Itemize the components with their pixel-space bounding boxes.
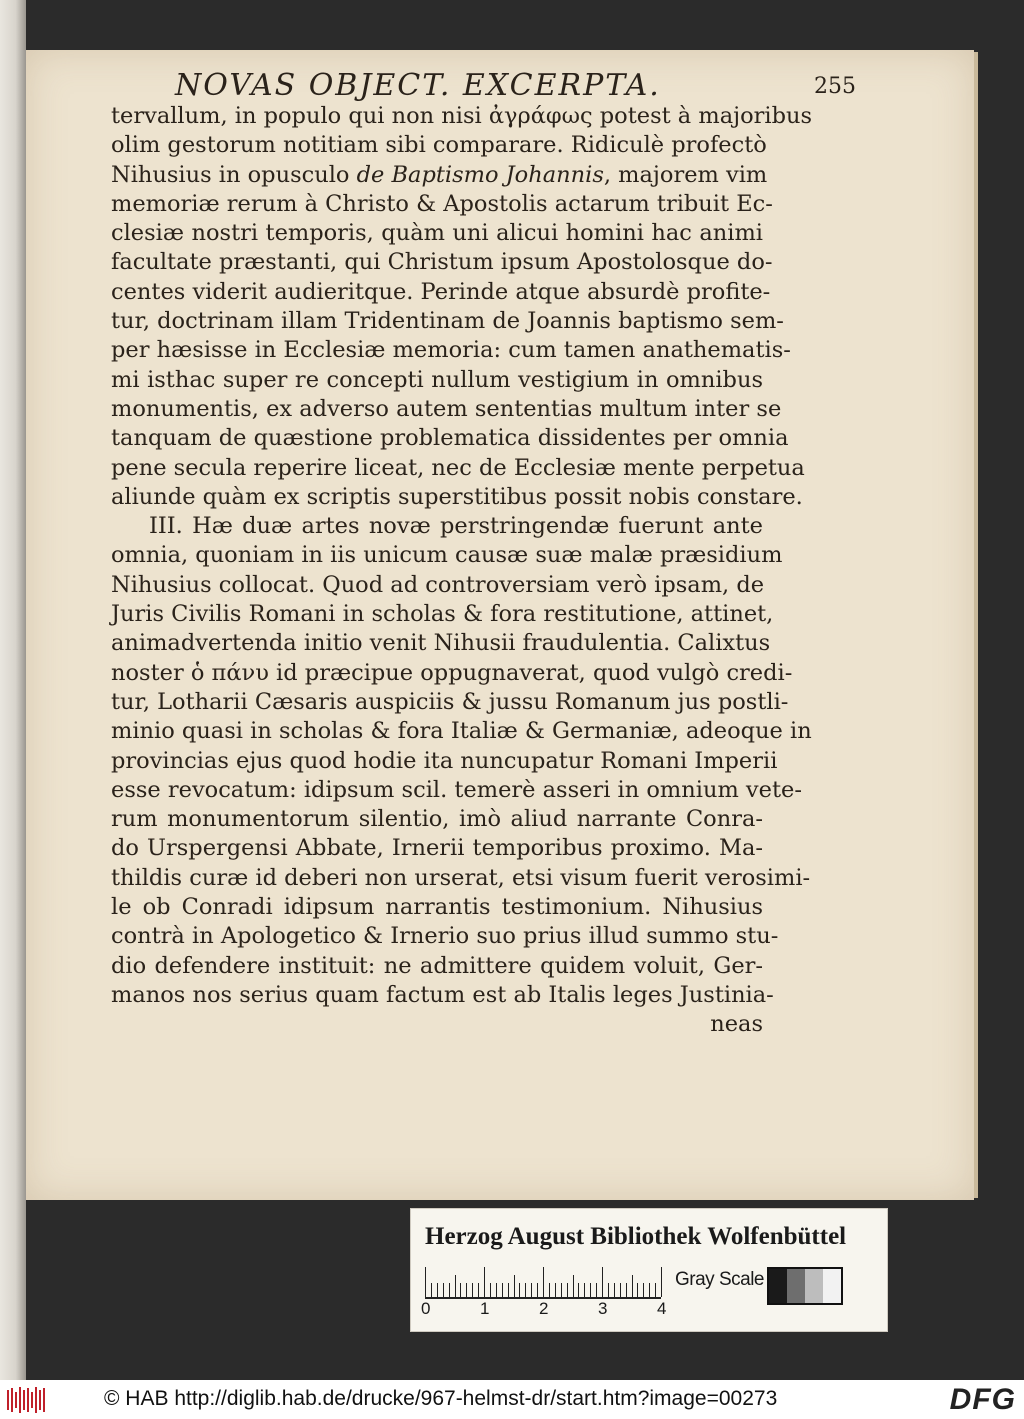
text-run: do Urspergensi Abbate, Irnerii temporibus proximo. Ma- <box>111 835 763 862</box>
text-run: esse revocatum: idipsum scil. temerè asseri in omnium vete- <box>111 776 802 803</box>
ruler-tick <box>549 1283 550 1297</box>
ruler-number: 4 <box>657 1299 667 1318</box>
text-run: manos nos serius quam factum est ab Italis leges Justinia- <box>111 981 774 1008</box>
ruler-tick <box>466 1283 467 1297</box>
text-line <box>111 629 771 658</box>
text-run: Nihusius collocat. Quod ad controversiam verò ipsam, de <box>111 571 765 598</box>
ruler-tick <box>431 1283 432 1297</box>
gray-scale-swatches <box>767 1267 843 1305</box>
text-run: omnia, quoniam in iis unicum causæ suæ malæ præsidium <box>111 542 783 569</box>
page-header <box>175 68 856 103</box>
catchword: neas <box>710 1011 763 1038</box>
text-run: olim gestorum notitiam sibi comparare. Ridiculè profectò <box>111 132 767 159</box>
page-edge <box>974 52 978 1198</box>
ruler-tick <box>608 1283 609 1297</box>
ruler-number: 2 <box>539 1299 549 1318</box>
text-line <box>111 483 803 512</box>
ruler-tick <box>620 1283 621 1297</box>
ruler-tick <box>578 1283 579 1297</box>
ruler-tick <box>614 1283 615 1297</box>
text-line <box>111 893 763 922</box>
ruler-tick <box>531 1283 532 1297</box>
text-line <box>111 805 763 834</box>
adjacent-page-edge <box>0 0 26 1380</box>
text-line <box>111 981 774 1010</box>
text-run: pene secula reperire liceat, nec de Ecclesiæ mente perpetua <box>111 454 805 481</box>
ruler-tick <box>460 1283 461 1297</box>
running-head: NOVAS OBJECT. EXCERPTA. <box>175 68 661 103</box>
text-run: mi isthac super re concepti nullum vestigium in omnibus <box>111 366 763 393</box>
gray-swatch <box>787 1269 805 1303</box>
text-run: animadvertenda initio venit Nihusii fraudulentia. Calixtus <box>111 630 771 657</box>
text-line <box>111 336 791 365</box>
text-run: tur, Lotharii Cæsaris auspiciis & jussu Romanum jus postli- <box>111 688 789 715</box>
library-name: Herzog August Bibliothek Wolfenbüttel <box>425 1223 847 1250</box>
text-run: centes viderit audieritque. Perinde atque absurdè profite- <box>111 278 771 305</box>
dfg-logo: DFG <box>949 1383 1016 1416</box>
ruler-tick <box>508 1283 509 1297</box>
text-run: tur, doctrinam illam Tridentinam de Joannis baptismo sem- <box>111 308 784 335</box>
text-line <box>111 278 771 307</box>
gray-swatch <box>823 1269 841 1303</box>
text-line <box>111 102 813 131</box>
ruler-tick <box>655 1283 656 1297</box>
text-line <box>111 248 773 277</box>
text-line <box>111 454 805 483</box>
text-line <box>111 395 782 424</box>
text-run: tanquam de quæstione problematica dissidentes per omnia <box>111 425 789 452</box>
ruler-tick <box>561 1283 562 1297</box>
italic-title: de Baptismo Johannis <box>356 161 604 188</box>
ruler-tick <box>649 1283 650 1297</box>
color-scale-card <box>410 1208 888 1332</box>
ruler-tick <box>632 1275 633 1297</box>
text-line <box>111 747 778 776</box>
text-line <box>111 717 812 746</box>
text-run: per hæsisse in Ecclesiæ memoria: cum tamen anathematis- <box>111 337 791 364</box>
ruler-tick <box>490 1283 491 1297</box>
text-line <box>111 776 802 805</box>
text-line <box>111 659 793 688</box>
ruler-tick <box>478 1283 479 1297</box>
ruler-tick <box>584 1283 585 1297</box>
gray-swatch <box>805 1269 823 1303</box>
ruler-tick <box>472 1283 473 1297</box>
text-line <box>111 922 779 951</box>
page-number: 255 <box>814 74 856 99</box>
text-run: aliunde quàm ex scriptis superstitibus possit nobis constare. <box>111 483 803 510</box>
ruler-tick <box>567 1283 568 1297</box>
ruler-tick <box>443 1283 444 1297</box>
ruler-tick <box>661 1267 662 1297</box>
ruler-tick <box>519 1283 520 1297</box>
text-line <box>111 512 763 541</box>
gray-swatch <box>769 1269 787 1303</box>
ruler-tick <box>455 1275 456 1297</box>
text-line <box>111 161 768 190</box>
text-run: contrà in Apologetico & Irnerio suo prius illud summo stu- <box>111 923 779 950</box>
text-line <box>111 190 773 219</box>
ruler-tick <box>437 1283 438 1297</box>
text-run: provincias ejus quod hodie ita nuncupatur Romani Imperii <box>111 747 778 774</box>
text-run: dio defendere instituit: ne admittere quidem voluit, Ger- <box>111 952 763 979</box>
ruler-tick <box>502 1283 503 1297</box>
ruler-tick <box>484 1267 485 1297</box>
text-line <box>111 952 763 981</box>
ruler-tick <box>449 1283 450 1297</box>
ruler-tick <box>496 1283 497 1297</box>
ruler-tick <box>643 1283 644 1297</box>
text-run: Juris Civilis Romani in scholas & fora restitutione, attinet, <box>111 601 774 628</box>
ruler-number: 0 <box>421 1299 431 1318</box>
text-run: le ob Conradi idipsum narrantis testimonium. Nihusius <box>111 894 763 921</box>
body-text <box>111 102 813 1040</box>
ruler-tick <box>425 1267 426 1297</box>
ruler-tick <box>590 1283 591 1297</box>
text-run: noster ὁ πάνυ id præcipue oppugnaverat, quod vulgò credi- <box>111 659 793 686</box>
ruler-tick <box>543 1267 544 1297</box>
hab-logo-icon <box>6 1386 46 1414</box>
text-run: memoriæ rerum à Christo & Apostolis actarum tribuit Ec- <box>111 190 773 217</box>
text-line <box>111 864 811 893</box>
text-line <box>111 131 767 160</box>
text-line <box>111 307 784 336</box>
text-line <box>111 600 774 629</box>
text-line <box>111 541 783 570</box>
ruler-tick <box>637 1283 638 1297</box>
ruler-tick <box>555 1283 556 1297</box>
text-line <box>111 834 763 863</box>
ruler-number: 3 <box>598 1299 608 1318</box>
text-run: thildis curæ id deberi non urserat, etsi visum fuerit verosimi- <box>111 864 811 891</box>
ruler-tick <box>525 1283 526 1297</box>
text-run: Nihusius in opusculo <box>111 161 357 188</box>
text-line <box>111 571 763 600</box>
text-run: monumentis, ex adverso autem sententias multum inter se <box>111 395 782 422</box>
ruler-tick <box>537 1283 538 1297</box>
ruler-tick <box>573 1275 574 1297</box>
copyright-link[interactable]: © HAB http://diglib.hab.de/drucke/967-helmst-dr/start.htm?image=00273 <box>104 1387 778 1410</box>
ruler-tick <box>514 1275 515 1297</box>
text-line <box>111 219 763 248</box>
text-run: rum monumentorum silentio, imò aliud narrante Conra- <box>111 806 763 833</box>
ruler <box>425 1265 661 1299</box>
footer-bar <box>0 1380 1024 1419</box>
text-line <box>111 688 789 717</box>
text-line <box>111 366 763 395</box>
text-run: facultate præstanti, qui Christum ipsum Apostolosque do- <box>111 249 773 276</box>
text-run: clesiæ nostri temporis, quàm uni alicui homini hac animi <box>111 220 763 247</box>
text-run: minio quasi in scholas & fora Italiæ & Germaniæ, adeoque in <box>111 718 812 745</box>
ruler-tick <box>626 1283 627 1297</box>
ruler-number: 1 <box>480 1299 490 1318</box>
text-run: tervallum, in populo qui non nisi ἀγράφως potest à majoribus <box>111 103 813 129</box>
text-line <box>111 424 789 453</box>
ruler-tick <box>596 1283 597 1297</box>
ruler-tick <box>602 1267 603 1297</box>
text-run: , majorem vim <box>603 161 768 188</box>
text-run: III. Hæ duæ artes novæ perstringendæ fuerunt ante <box>149 513 763 540</box>
gray-scale-label: Gray Scale <box>675 1269 764 1290</box>
